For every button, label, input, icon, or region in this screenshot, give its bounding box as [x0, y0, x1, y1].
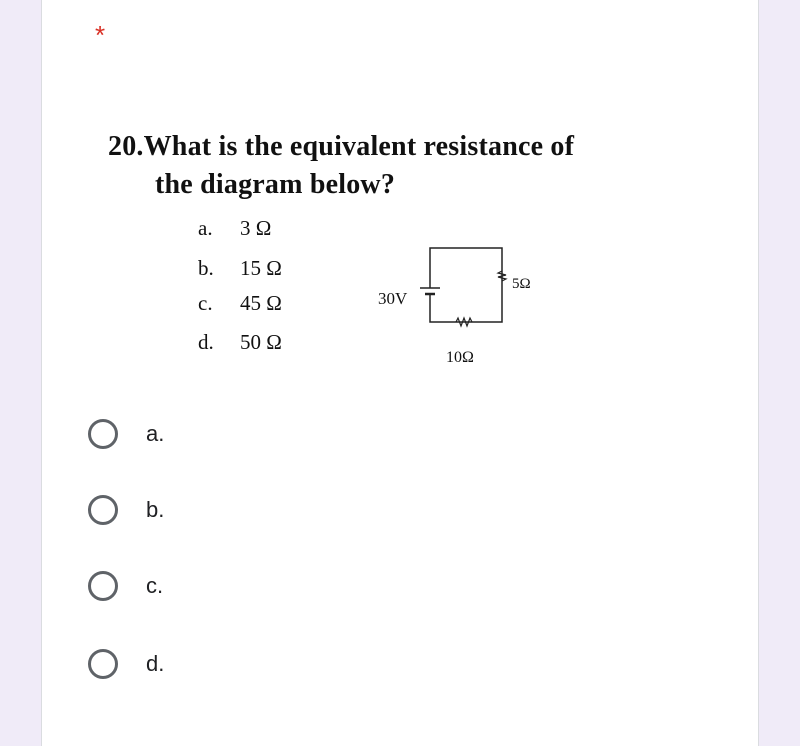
required-asterisk: * [95, 20, 106, 50]
option-a[interactable] [88, 414, 164, 454]
question-title [108, 128, 574, 204]
choice-letter: d. [198, 330, 214, 354]
option-c[interactable] [88, 566, 163, 606]
radio-button[interactable] [88, 419, 118, 449]
question-title-line1: 20.What is the equivalent resistance of [108, 131, 575, 162]
choice-b [198, 256, 282, 280]
option-d[interactable] [88, 644, 164, 684]
question-title-line2: the diagram below? [155, 169, 396, 200]
choice-d [198, 330, 282, 354]
choice-letter: b. [198, 256, 214, 280]
choice-c [198, 291, 282, 315]
option-b[interactable] [88, 490, 164, 530]
choice-a [198, 216, 271, 240]
choice-value: 15 Ω [240, 256, 282, 280]
option-label: b. [146, 497, 165, 522]
choice-letter: a. [198, 216, 213, 240]
option-label: d. [146, 651, 165, 676]
question-image [108, 128, 708, 378]
circuit-wires [430, 248, 502, 322]
battery-symbol [420, 284, 440, 300]
radio-button[interactable] [88, 495, 118, 525]
radio-button[interactable] [88, 571, 118, 601]
choice-letter: c. [198, 291, 213, 315]
voltage-label: 30V [378, 289, 408, 308]
circuit-diagram [370, 236, 570, 376]
choice-value: 3 Ω [240, 216, 272, 240]
resistor-right-label: 5Ω [512, 276, 531, 292]
option-label: a. [146, 421, 165, 446]
choice-value: 45 Ω [240, 291, 282, 315]
resistor-bottom-label: 10Ω [446, 349, 474, 366]
radio-button[interactable] [88, 649, 118, 679]
choice-value: 50 Ω [240, 330, 282, 354]
option-label: c. [146, 573, 164, 598]
